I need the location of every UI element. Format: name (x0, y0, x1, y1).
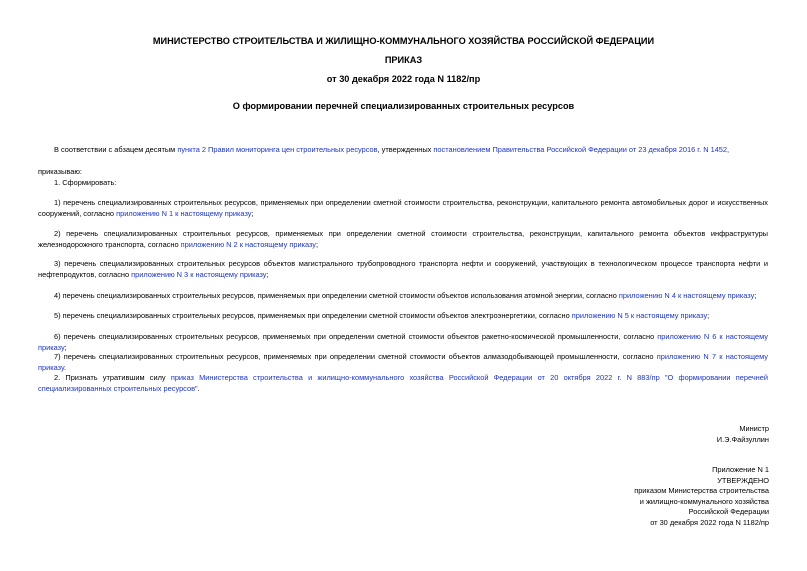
date-number-heading: от 30 декабря 2022 года N 1182/пр (326, 74, 481, 84)
appendix-block (469, 465, 769, 528)
appendix-1-link[interactable]: приложению N 1 к настоящему приказу (116, 208, 252, 218)
preamble-text-1: В соответствии с абзацем десятым (54, 145, 178, 154)
appendix-approval-line-1: приказом Министерства строительства (634, 486, 769, 495)
preamble (38, 145, 768, 156)
list-item-text: 3) перечень специализированных строительных ресурсов объектов магистрального трубопроводного транспорта нефти и сооружений, участвующих в технологическом процессе транспорта нефти и нефтепродуктов, согласно (38, 259, 768, 279)
document-title: О формировании перечней специализированных строительных ресурсов (232, 101, 575, 111)
list-item-tail: ; (251, 208, 254, 218)
list-item-tail: ; (754, 291, 757, 300)
list-item-7 (38, 352, 768, 373)
item-2-repeal (38, 373, 768, 394)
list-item-tail: . (63, 362, 66, 372)
list-item-5 (38, 311, 768, 322)
list-item-6 (38, 332, 768, 353)
appendix-date-number: от 30 декабря 2022 года N 1182/пр (650, 517, 769, 527)
appendix-approval-line-3: Российской Федерации (688, 507, 769, 516)
appendix-approved: УТВЕРЖДЕНО (717, 475, 769, 485)
list-item-text: 6) перечень специализированных строительных ресурсов, применяемых при определении сметной стоимости объектов ракетно-космической промышленности, согласно (54, 332, 658, 341)
doc-type-heading: ПРИКАЗ (384, 55, 423, 65)
item-2-text: 2. Признать утратившим силу (54, 373, 171, 382)
preamble-text-2: , утвержденных (377, 145, 434, 154)
preamble-link-resolution[interactable]: постановлением Правительства Российской Федерации от 23 декабря 2016 г. N 1452 (433, 145, 728, 154)
list-item-4 (38, 291, 768, 302)
repealed-order-link[interactable]: приказ Министерства строительства и жилищно-коммунального хозяйства Российской Федерации от 20 октября 2022 г. N 883/пр "О формировании перечней специализированных строительных ресурсов" (38, 373, 768, 393)
list-item-tail: ; (64, 342, 67, 352)
appendix-4-link[interactable]: приложению N 4 к настоящему приказу (618, 291, 755, 300)
signature-name: И.Э.Файзуллин (716, 434, 769, 444)
appendix-6-link[interactable]: приложению N 6 к настоящему приказу (38, 332, 768, 352)
list-item-tail: ; (316, 239, 319, 249)
list-item-text: 2) перечень специализированных строительных ресурсов, применяемых при определении сметной стоимости строительства, реконструкции, капитального ремонта объектов инфраструктуры железнодорожного транспорта, согласно (38, 229, 768, 249)
list-item-text: 4) перечень специализированных строительных ресурсов, применяемых при определении сметной стоимости объектов использования атомной энергии, согласно (54, 291, 619, 300)
order-word: приказываю: (38, 167, 82, 176)
appendix-approval-line-2: и жилищно-коммунального хозяйства (639, 496, 769, 506)
list-item-text: 7) перечень специализированных строительных ресурсов, применяемых при определении сметной стоимости объектов алмазодобывающей промышленности, согласно (54, 352, 657, 361)
appendix-3-link[interactable]: приложению N 3 к настоящему приказу (131, 269, 267, 279)
appendix-5-link[interactable]: приложению N 5 к настоящему приказу (571, 311, 708, 320)
list-item-text: 5) перечень специализированных строительных ресурсов, применяемых при определении сметной стоимости объектов электроэнергетики, согласно (54, 311, 572, 320)
list-item-text: 1) перечень специализированных строительных ресурсов, применяемых при определении сметной стоимости строительства, реконструкции, капитального ремонта автомобильных дорог и искусственных сооружений, согласно (38, 198, 768, 218)
appendix-7-link[interactable]: приложению N 7 к настоящему приказу (38, 352, 768, 372)
signature-position: Министр (739, 424, 769, 433)
list-item-tail: ; (266, 269, 269, 279)
preamble-link-rules[interactable]: пункта 2 Правил мониторинга цен строительных ресурсов (177, 145, 378, 154)
item-2-tail: . (197, 383, 200, 393)
list-item-1 (38, 198, 768, 219)
item-1-label: 1. Сформировать: (54, 178, 117, 187)
list-item-tail: ; (707, 311, 710, 320)
ministry-heading: МИНИСТЕРСТВО СТРОИТЕЛЬСТВА И ЖИЛИЩНО-КОММУНАЛЬНОГО ХОЗЯЙСТВА РОССИЙСКОЙ ФЕДЕРАЦИИ (152, 36, 655, 46)
appendix-number: Приложение N 1 (712, 465, 769, 474)
signature-block (469, 424, 769, 445)
appendix-2-link[interactable]: приложению N 2 к настоящему приказу (180, 239, 316, 249)
list-item-3 (38, 259, 768, 280)
list-item-2 (38, 229, 768, 250)
preamble-text-3: , (727, 145, 730, 154)
